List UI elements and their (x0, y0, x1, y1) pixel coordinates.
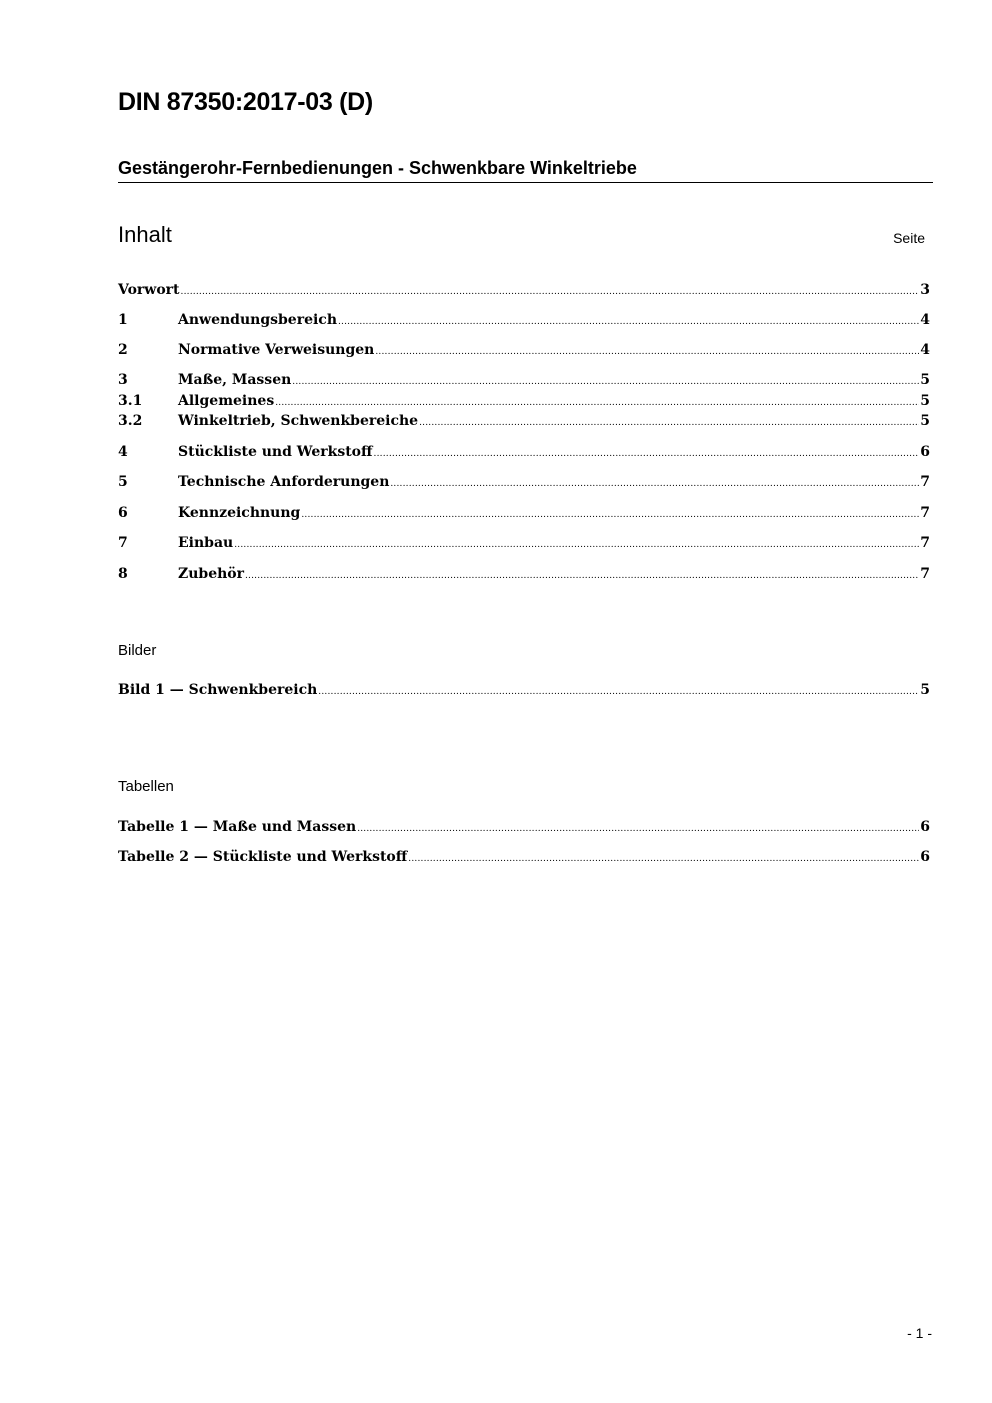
document-title: Gestängerohr-Fernbedienungen - Schwenkbare Winkeltriebe (118, 158, 637, 178)
toc-entry-label: Einbau (178, 535, 234, 551)
toc-dot-leader (234, 535, 919, 555)
toc-entry-page: 7 (920, 505, 930, 521)
toc-entry-page: 7 (920, 535, 930, 551)
toc-entry-page: 4 (920, 312, 930, 328)
toc-dot-leader (408, 849, 919, 869)
toc-entry[interactable] (118, 411, 930, 431)
toc-dot-leader (419, 413, 919, 433)
toc-dot-leader (275, 393, 919, 413)
toc-entry-number: 3.1 (118, 393, 143, 409)
toc-entry[interactable] (118, 564, 930, 584)
toc-entry[interactable] (118, 280, 930, 300)
table-entry-page: 6 (920, 819, 930, 835)
table-entry-label: Tabelle 1 — Maße und Massen (118, 819, 357, 835)
table-entry[interactable] (118, 817, 930, 837)
toc-entry-number: 3.2 (118, 413, 143, 429)
toc-entry-page: 6 (920, 444, 930, 460)
toc-entry-label: Zubehör (178, 566, 244, 582)
toc-entry-label: Technische Anforderungen (178, 474, 390, 490)
toc-dot-leader (390, 474, 919, 494)
toc-dot-leader (245, 566, 919, 586)
tables-heading: Tabellen (118, 778, 174, 795)
toc-entry-number: 3 (118, 372, 128, 388)
toc-entry-page: 5 (920, 372, 930, 388)
toc-entry-label: Stückliste und Werkstoff (178, 444, 373, 460)
toc-entry-label: Kennzeichnung (178, 505, 301, 521)
toc-dot-leader (374, 444, 920, 464)
figure-entry-page: 5 (920, 682, 930, 698)
page-column-label: Seite (893, 230, 925, 246)
toc-entry-label: Anwendungsbereich (178, 312, 337, 328)
toc-entry-label: Vorwort (118, 282, 180, 298)
table-entry-label: Tabelle 2 — Stückliste und Werkstoff (118, 849, 408, 865)
toc-dot-leader (357, 819, 919, 839)
page-number: - 1 - (907, 1325, 932, 1341)
toc-dot-leader (338, 312, 919, 332)
title-divider (118, 182, 933, 183)
document-id: DIN 87350:2017-03 (D) (118, 88, 373, 116)
toc-entry-number: 7 (118, 535, 128, 551)
toc-entry-page: 5 (920, 413, 930, 429)
toc-entry-page: 7 (920, 474, 930, 490)
toc-entry[interactable] (118, 370, 930, 390)
toc-entry[interactable] (118, 503, 930, 523)
toc-entry[interactable] (118, 533, 930, 553)
toc-dot-leader (301, 505, 919, 525)
table-entry[interactable] (118, 847, 930, 867)
figure-entry[interactable] (118, 680, 930, 700)
toc-entry-page: 5 (920, 393, 930, 409)
toc-dot-leader (181, 282, 920, 302)
toc-entry-number: 8 (118, 566, 128, 582)
toc-entry-number: 6 (118, 505, 128, 521)
toc-entry-number: 1 (118, 312, 128, 328)
toc-dot-leader (318, 682, 919, 702)
toc-entry-page: 3 (920, 282, 930, 298)
toc-entry[interactable] (118, 442, 930, 462)
toc-dot-leader (292, 372, 919, 392)
figures-heading: Bilder (118, 642, 157, 659)
toc-entry-number: 5 (118, 474, 128, 490)
toc-entry-number: 4 (118, 444, 128, 460)
figure-entry-label: Bild 1 — Schwenkbereich (118, 682, 318, 698)
toc-entry-number: 2 (118, 342, 128, 358)
toc-entry[interactable] (118, 340, 930, 360)
toc-entry-label: Winkeltrieb, Schwenkbereiche (178, 413, 419, 429)
toc-entry[interactable] (118, 391, 930, 411)
toc-heading: Inhalt (118, 222, 172, 247)
toc-entry-label: Allgemeines (178, 393, 275, 409)
table-entry-page: 6 (920, 849, 930, 865)
toc-entry-page: 7 (920, 566, 930, 582)
toc-entry-label: Maße, Massen (178, 372, 292, 388)
toc-dot-leader (375, 342, 919, 362)
toc-entry[interactable] (118, 310, 930, 330)
toc-entry-page: 4 (920, 342, 930, 358)
toc-entry[interactable] (118, 472, 930, 492)
toc-entry-label: Normative Verweisungen (178, 342, 375, 358)
